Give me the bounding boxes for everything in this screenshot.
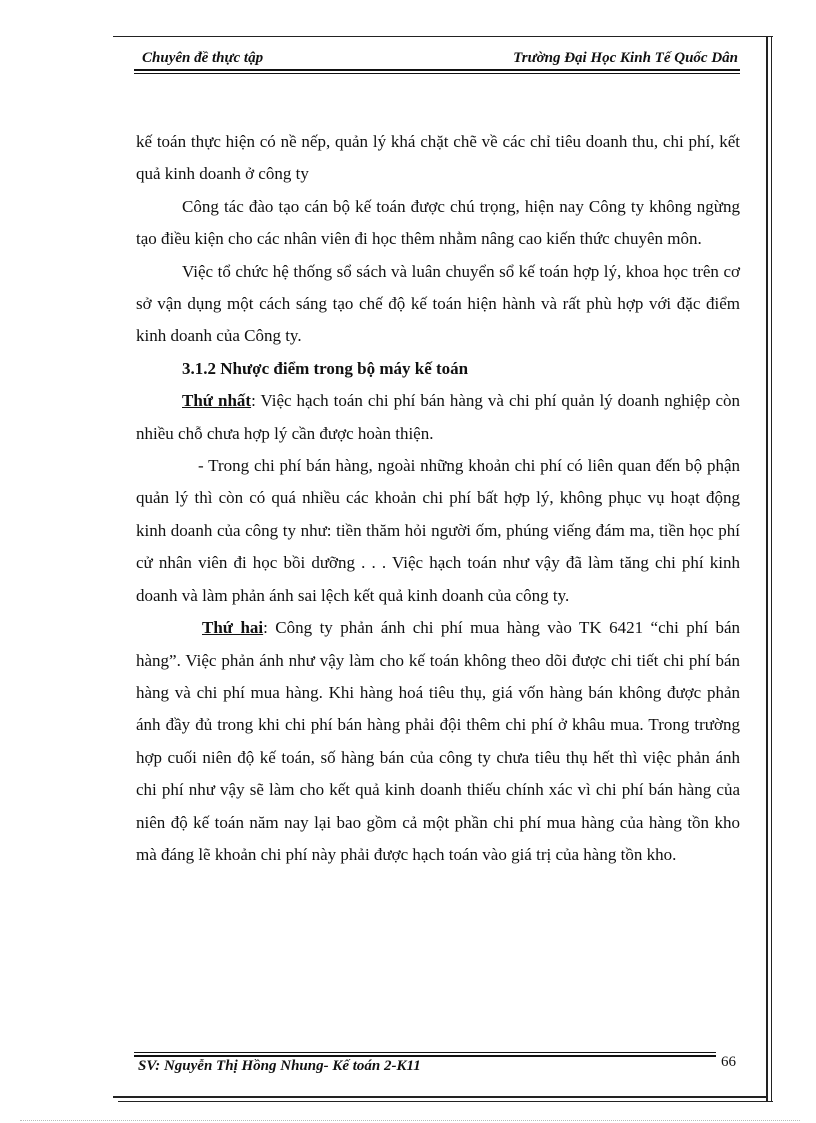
header-left-title: Chuyên đề thực tập [142, 50, 264, 66]
page-edge-dotted [20, 1120, 800, 1121]
footer-author: SV: Nguyễn Thị Hồng Nhung- Kế toán 2-K11 [138, 1058, 421, 1074]
paragraph-1: kế toán thực hiện có nề nếp, quản lý khá chặt chẽ về các chỉ tiêu doanh thu, chi phí, kết quả kinh doanh ở công ty [136, 132, 740, 184]
paragraph-2: Công tác đào tạo cán bộ kế toán được chú trọng, hiện nay Công ty không ngừng tạo điều kiện cho các nhân viên đi học thêm nhằm nâng cao kiến thức chuyên môn. [136, 196, 740, 249]
page-number: 66 [721, 1054, 736, 1070]
page-border-right [766, 36, 768, 1102]
page-border-bottom [113, 1096, 768, 1098]
paragraph-6 [136, 612, 740, 871]
paragraph-6-text: : Công ty phản ánh chi phí mua hàng vào TK 6421 “chi phí bán hàng”. Việc phản ánh như vậy làm cho kế toán không theo dõi được chi tiết chi phí bán hàng và chi phí mua hàng. Khi hàng hoá tiêu thụ, giá vốn hàng bán không được phản ánh đầy đủ trong khi chi phí bán hàng phải đội thêm chi phí ở khâu mua. Trong trường hợp cuối niên độ kế toán, số hàng bán của công ty chưa tiêu thụ hết thì việc phản ánh chi phí như vậy sẽ làm cho kết quả kinh doanh thiếu chính xác vì chi phí bán hàng của niên độ kế toán năm nay lại bao gồm cả một phần chi phí mua hàng của hàng tồn kho mà đáng lẽ khoản chi phí này phải được hạch toán vào giá trị của hàng tồn kho. [136, 618, 740, 864]
page-border-top [113, 36, 773, 37]
footer-rule-thick [134, 1055, 716, 1057]
header-rule-thin [134, 73, 740, 74]
header-right-title: Trường Đại Học Kinh Tế Quốc Dân [513, 50, 738, 66]
page-header [134, 48, 740, 70]
header-rule [134, 69, 740, 71]
label-thu-nhat: Thứ nhất [182, 391, 252, 411]
paragraph-4 [136, 385, 740, 450]
paragraph-4-text: : Việc hạch toán chi phí bán hàng và chi phí quản lý doanh nghiệp còn nhiều chỗ chưa hợp lý cần được hoàn thiện. [136, 391, 740, 443]
page-border-bottom-inner [118, 1101, 773, 1102]
paragraph-5: - Trong chi phí bán hàng, ngoài những khoản chi phí có liên quan đến bộ phận quản lý thì còn có quá nhiều các khoản chi phí bất hợp lý, không phục vụ hoạt động kinh doanh của công ty như: tiền thăm hỏi người ốm, phúng viếng đám ma, tiền học phí cử nhân viên đi học bồi dưỡng . . . Việc hạch toán như vậy đã làm tăng chi phí kinh doanh và làm phản ánh sai lệch kết quả kinh doanh của công ty. [136, 456, 740, 605]
label-thu-hai: Thứ hai [202, 618, 264, 638]
section-heading: 3.1.2 Nhược điểm trong bộ máy kế toán [182, 358, 469, 378]
document-body [136, 126, 740, 871]
page-border-right-inner [771, 36, 772, 1102]
footer-rule [134, 1052, 716, 1053]
paragraph-3: Việc tổ chức hệ thống sổ sách và luân chuyển sổ kế toán hợp lý, khoa học trên cơ sở vận dụng một cách sáng tạo chế độ kế toán hiện hành và rất phù hợp với đặc điểm kinh doanh của Công ty. [136, 261, 740, 346]
